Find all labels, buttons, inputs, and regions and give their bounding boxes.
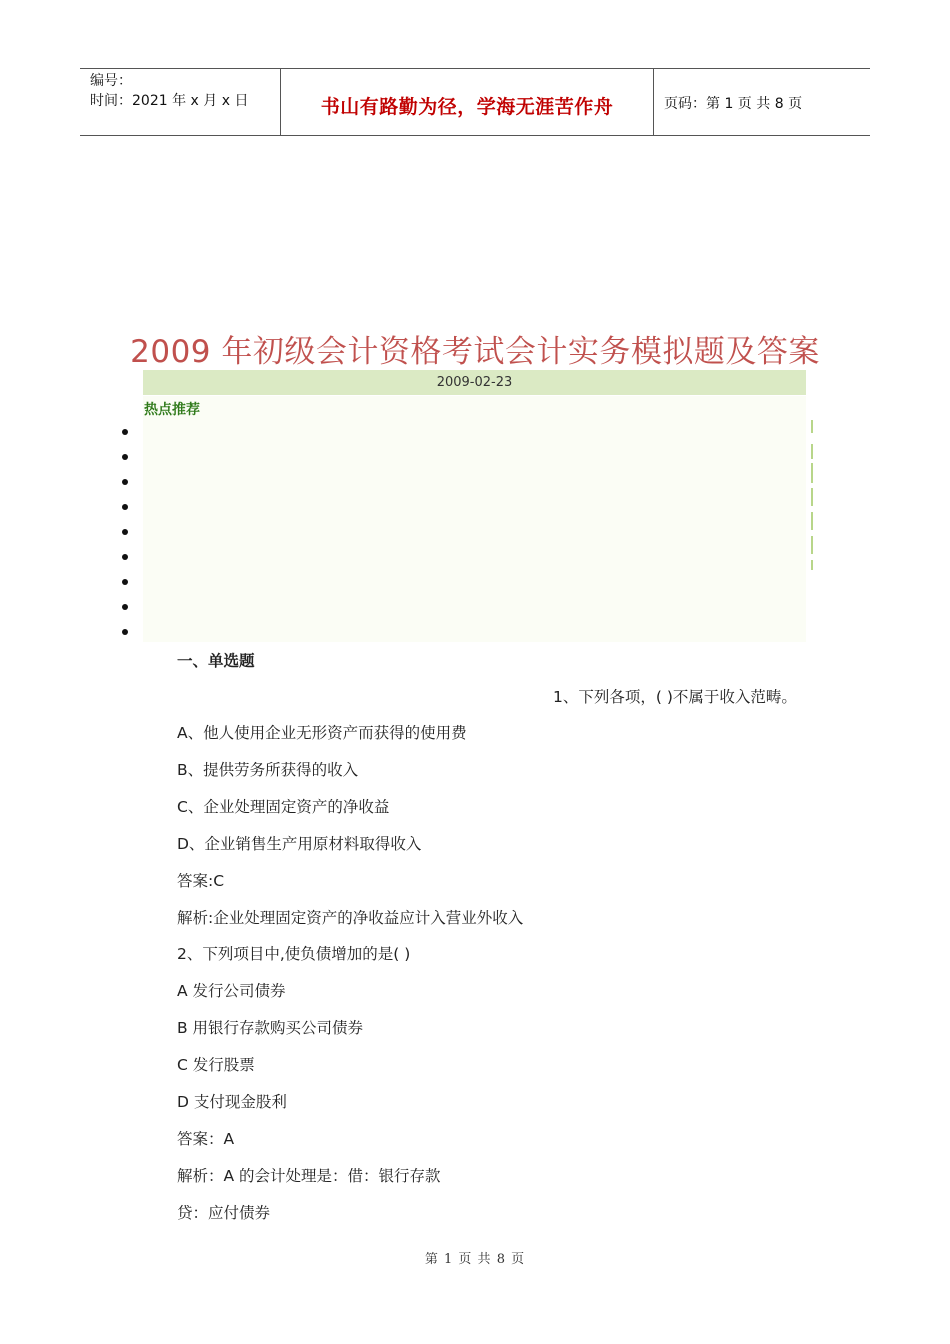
divider	[811, 512, 813, 530]
text-line: B、提供劳务所获得的收入	[177, 761, 359, 779]
divider	[811, 536, 813, 554]
text-line: A、他人使用企业无形资产而获得的使用费	[177, 724, 467, 742]
publish-date: 2009-02-23	[436, 375, 513, 390]
page-footer: 第 1 页 共 8 页	[424, 1252, 526, 1267]
list-bullet	[122, 579, 128, 585]
time-label: 时间：2021 年 x 月 x 日	[90, 93, 249, 109]
text-line: 2、下列项目中,使负债增加的是( )	[177, 945, 411, 963]
list-bullet	[122, 604, 128, 610]
hot-recommend-title: 热点推荐	[144, 402, 200, 418]
list-bullet	[122, 504, 128, 510]
text-line: C 发行股票	[177, 1056, 255, 1074]
divider	[811, 420, 813, 433]
section-heading: 一、单选题	[177, 652, 255, 670]
list-bullet	[122, 454, 128, 460]
text-line: 贷：应付债券	[177, 1204, 271, 1222]
divider	[811, 488, 813, 506]
divider	[811, 444, 813, 459]
text-line: D 支付现金股利	[177, 1093, 287, 1111]
text-line: B 用银行存款购买公司债券	[177, 1019, 364, 1037]
text-line: 解析：A 的会计处理是：借：银行存款	[177, 1167, 441, 1185]
header-page-label: 页码：第 1 页 共 8 页	[664, 96, 803, 112]
list-bullet	[122, 429, 128, 435]
header-meta	[80, 69, 281, 135]
divider	[811, 463, 813, 483]
divider	[811, 560, 813, 570]
text-line: D、企业销售生产用原材料取得收入	[177, 835, 422, 853]
list-bullet	[122, 479, 128, 485]
text-line: 答案:C	[177, 872, 225, 890]
document-header	[80, 68, 870, 136]
date-bar	[143, 370, 806, 395]
text-line: 答案：A	[177, 1130, 235, 1148]
text-line: A 发行公司债券	[177, 982, 286, 1000]
list-bullet	[122, 529, 128, 535]
hot-recommend-panel	[143, 396, 806, 642]
list-bullet	[122, 554, 128, 560]
page-title: 2009 年初级会计资格考试会计实务模拟题及答案	[130, 334, 820, 370]
header-motto-cell	[281, 69, 654, 135]
number-label: 编号：	[90, 73, 132, 89]
text-line: 解析:企业处理固定资产的净收益应计入营业外收入	[177, 909, 524, 927]
list-bullet	[122, 629, 128, 635]
text-line: C、企业处理固定资产的净收益	[177, 798, 390, 816]
header-motto: 书山有路勤为径，学海无涯苦作舟	[320, 95, 614, 118]
question-1-stem: 1、下列各项，( )不属于收入范畴。	[553, 688, 797, 706]
header-page-cell	[654, 69, 870, 135]
